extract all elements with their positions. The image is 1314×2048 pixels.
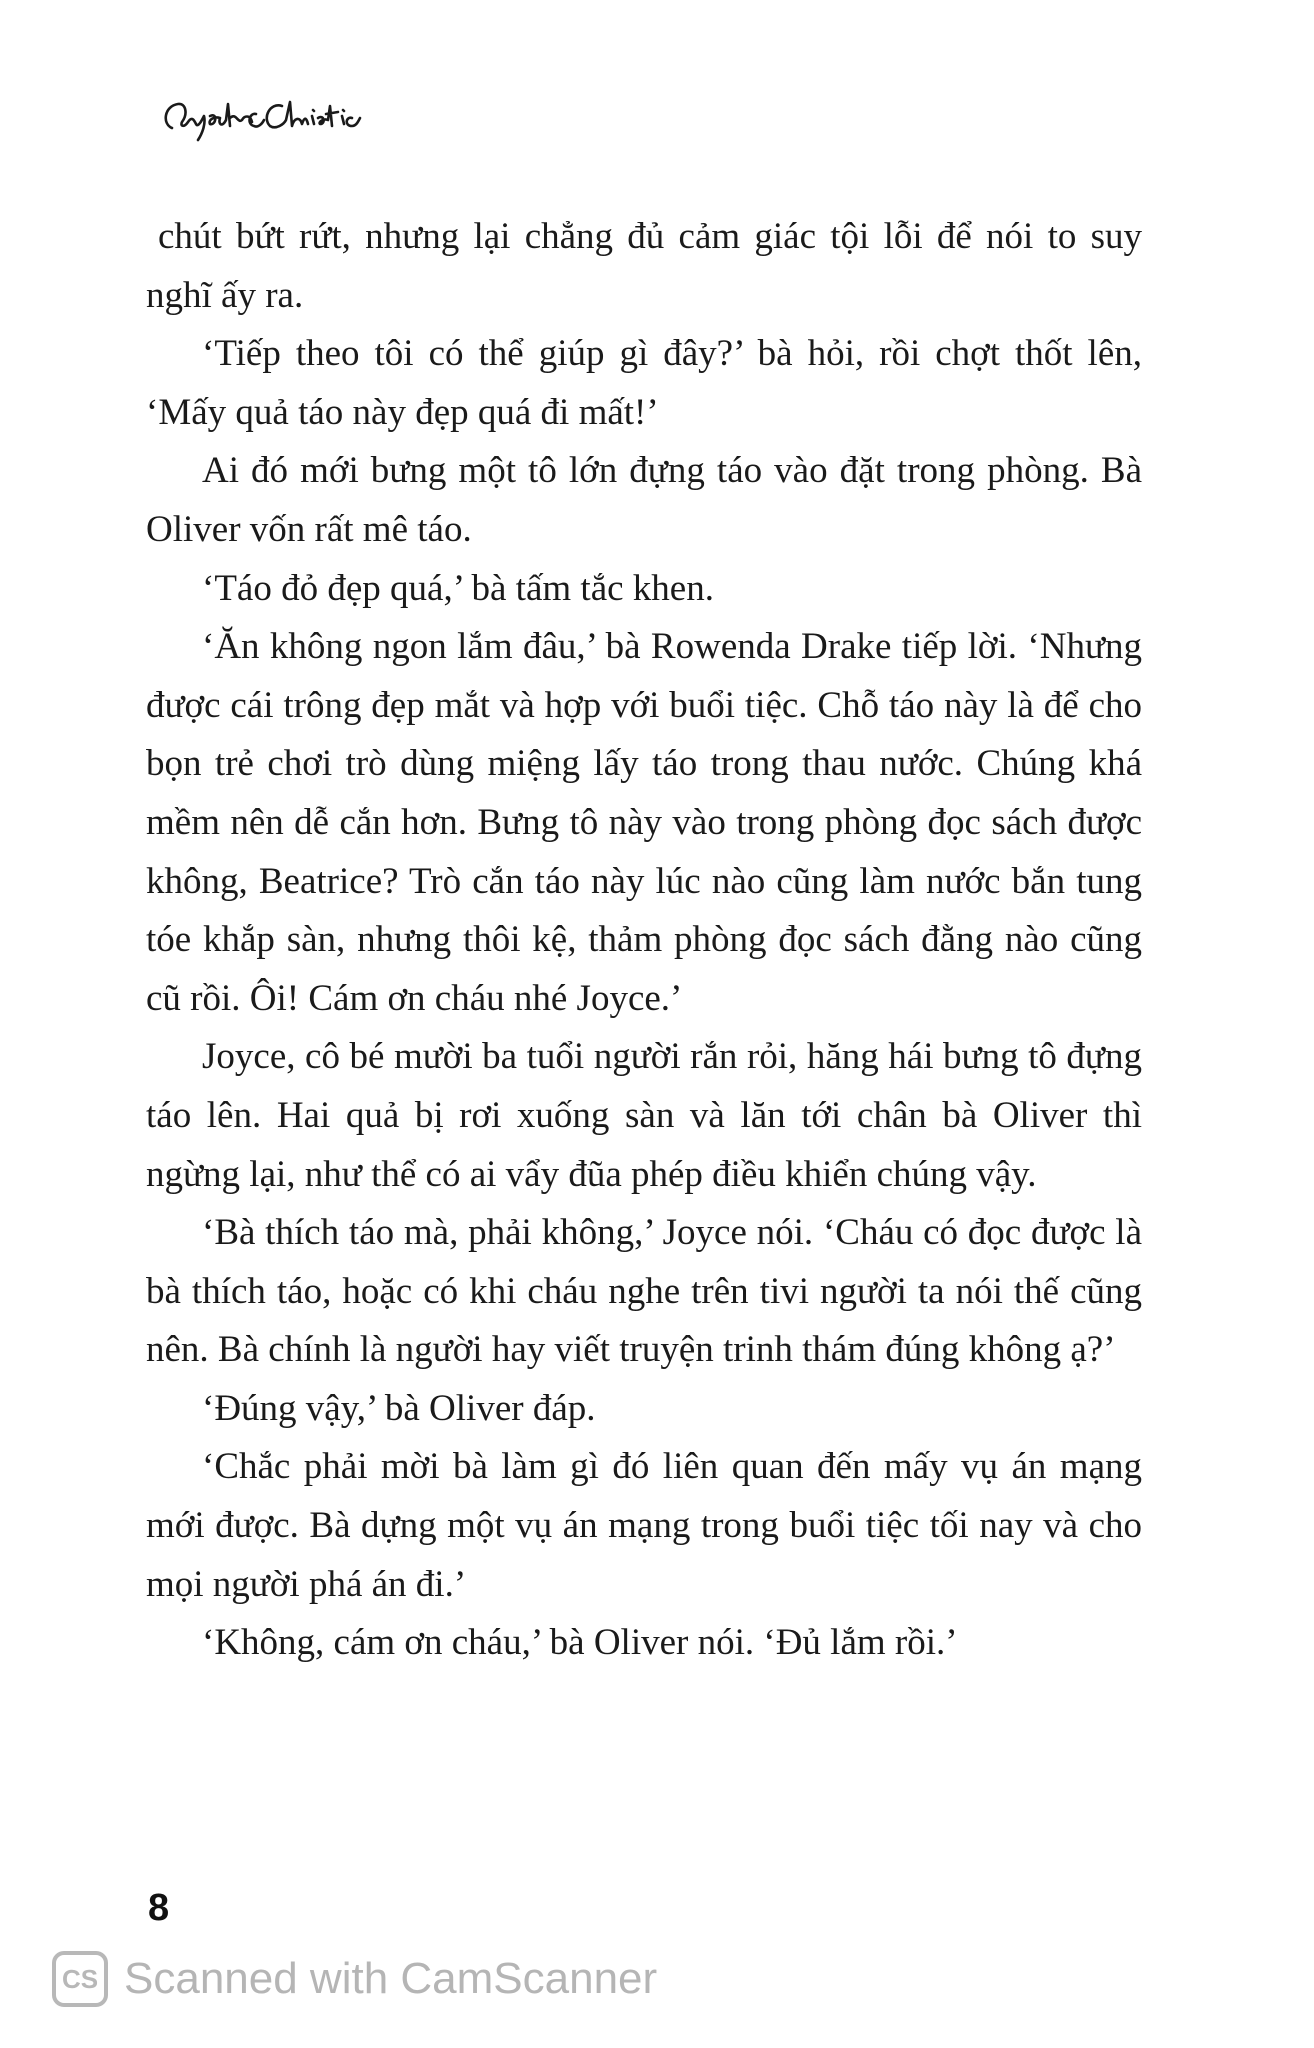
camscanner-logo-icon: CS bbox=[52, 1951, 108, 2007]
paragraph: ‘Ăn không ngon lắm đâu,’ bà Rowenda Drake tiếp lời. ‘Nhưng được cái trông đẹp mắt và hợp với buổi tiệc. Chỗ táo này là để cho bọn trẻ chơi trò dùng miệng lấy táo trong thau nước. Chúng khá mềm nên dễ cắn hơn. Bưng tô này vào trong phòng đọc sách được không, Beatrice? Trò cắn táo này lúc nào cũng làm nước bắn tung tóe khắp sàn, nhưng thôi kệ, thảm phòng đọc sách đằng nào cũng cũ rồi. Ôi! Cám ơn cháu nhé Joyce.’ bbox=[146, 626, 1142, 1019]
paragraph: ‘Tiếp theo tôi có thể giúp gì đây?’ bà hỏi, rồi chợt thốt lên, ‘Mấy quả táo này đẹp quá đi mất!’ bbox=[146, 333, 1142, 433]
camscanner-text: Scanned with CamScanner bbox=[124, 1954, 658, 2003]
paragraph: Joyce, cô bé mười ba tuổi người rắn rỏi, hăng hái bưng tô đựng táo lên. Hai quả bị rơi xuống sàn và lăn tới chân bà Oliver thì ngừng lại, như thể có ai vẩy đũa phép điều khiển chúng vậy. bbox=[146, 1036, 1142, 1195]
paragraph: chút bứt rứt, nhưng lại chẳng đủ cảm giác tội lỗi để nói to suy nghĩ ấy ra. bbox=[146, 216, 1142, 316]
paragraph: Ai đó mới bưng một tô lớn đựng táo vào đặt trong phòng. Bà Oliver vốn rất mê táo. bbox=[146, 450, 1142, 550]
paragraph: ‘Táo đỏ đẹp quá,’ bà tấm tắc khen. bbox=[202, 567, 714, 609]
paragraph: ‘Bà thích táo mà, phải không,’ Joyce nói. ‘Cháu có đọc được là bà thích táo, hoặc có khi cháu nghe trên tivi người ta nói thế cũng nên. Bà chính là người hay viết truyện trinh thám đúng không ạ?’ bbox=[146, 1212, 1142, 1371]
author-signature-logo bbox=[158, 94, 378, 144]
signature-drawing bbox=[158, 94, 378, 144]
body-text bbox=[146, 208, 1142, 1673]
page-number: 8 bbox=[148, 1887, 170, 1929]
paragraph: ‘Chắc phải mời bà làm gì đó liên quan đến mấy vụ án mạng mới được. Bà dựng một vụ án mạng trong buổi tiệc tối nay và cho mọi người phá án đi.’ bbox=[146, 1446, 1142, 1605]
paragraph: ‘Đúng vậy,’ bà Oliver đáp. bbox=[202, 1387, 596, 1429]
camscanner-watermark bbox=[52, 1944, 657, 2014]
paragraph: ‘Không, cám ơn cháu,’ bà Oliver nói. ‘Đủ lắm rồi.’ bbox=[202, 1622, 958, 1664]
